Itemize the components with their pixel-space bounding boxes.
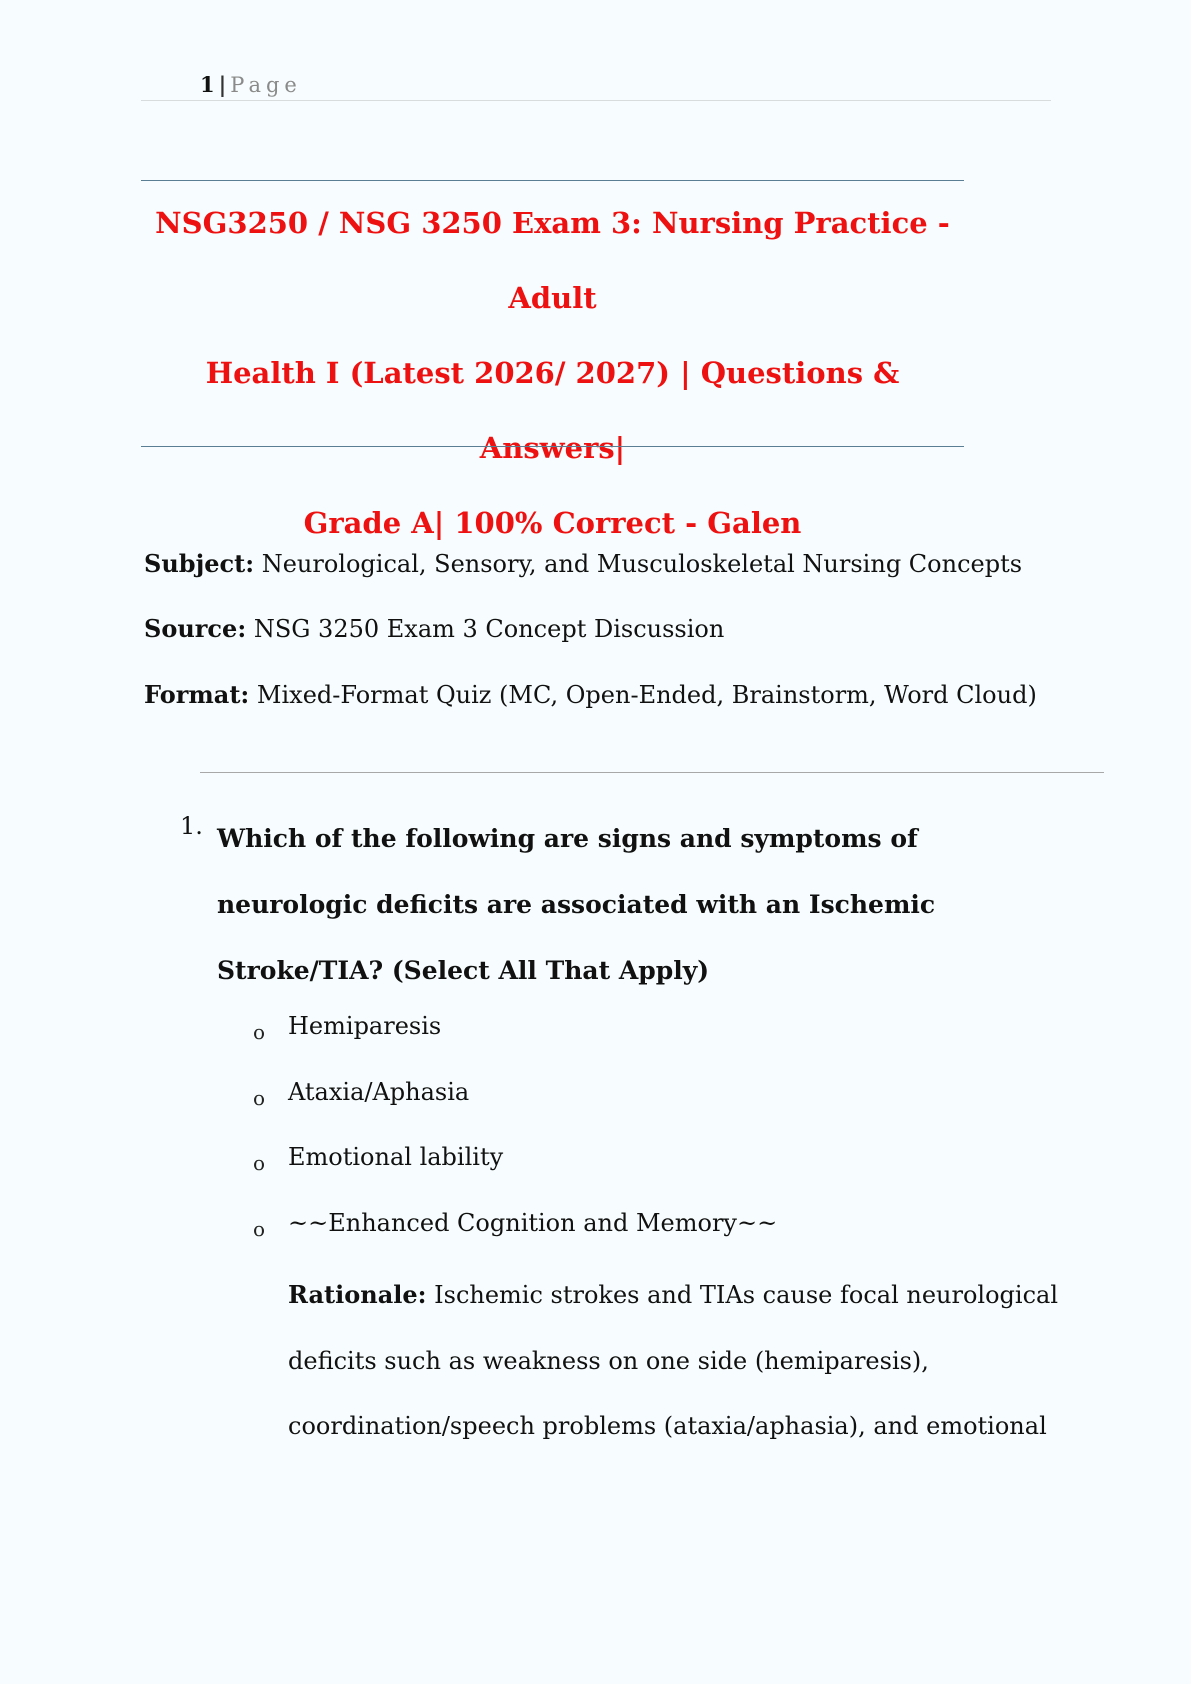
document-title — [141, 186, 964, 561]
title-line-2: Health I (Latest 2026/ 2027) | Questions & Answers| — [205, 356, 900, 465]
option-1: Hemiparesis — [288, 1012, 442, 1040]
option-3: Emotional lability — [288, 1143, 504, 1171]
page-number-label — [200, 72, 302, 97]
title-bottom-rule — [141, 446, 964, 447]
subject-label: Subject: — [144, 549, 255, 578]
option-4: ~~Enhanced Cognition and Memory~~ — [288, 1209, 778, 1237]
page-separator: | — [218, 72, 227, 97]
option-bullet: o — [253, 1217, 266, 1241]
title-line-1: NSG3250 / NSG 3250 Exam 3: Nursing Practice - Adult — [155, 206, 950, 315]
page-number: 1 — [200, 72, 215, 97]
format-value: Mixed-Format Quiz (MC, Open-Ended, Brainstorm, Word Cloud) — [249, 681, 1037, 709]
format-label: Format: — [144, 680, 250, 709]
page-header — [141, 68, 1051, 101]
option-bullet: o — [253, 1151, 266, 1175]
source-line — [144, 614, 1094, 643]
title-line-3: Grade A| 100% Correct - Galen — [303, 506, 802, 540]
title-top-rule — [141, 180, 964, 181]
source-value: NSG 3250 Exam 3 Concept Discussion — [246, 615, 725, 643]
rationale — [288, 1262, 1078, 1460]
format-line — [144, 680, 1094, 709]
subject-line — [144, 549, 1094, 578]
page-word: Page — [230, 73, 302, 97]
rationale-label: Rationale: — [288, 1280, 427, 1309]
question-text: Which of the following are signs and symptoms of neurologic deficits are associated with an Ischemic Stroke/TIA? (Select All That Apply) — [217, 824, 936, 985]
question-number: 1. — [180, 812, 203, 840]
option-bullet: o — [253, 1020, 266, 1044]
option-2: Ataxia/Aphasia — [288, 1078, 470, 1106]
rationale-text: Ischemic strokes and TIAs cause focal neurological deficits such as weakness on one side (hemiparesis), coordination/speech problems (ataxia/aphasia), and emotional — [288, 1281, 1059, 1440]
option-bullet: o — [253, 1086, 266, 1110]
section-divider — [200, 772, 1104, 773]
source-label: Source: — [144, 614, 247, 643]
subject-value: Neurological, Sensory, and Musculoskeletal Nursing Concepts — [254, 550, 1023, 578]
